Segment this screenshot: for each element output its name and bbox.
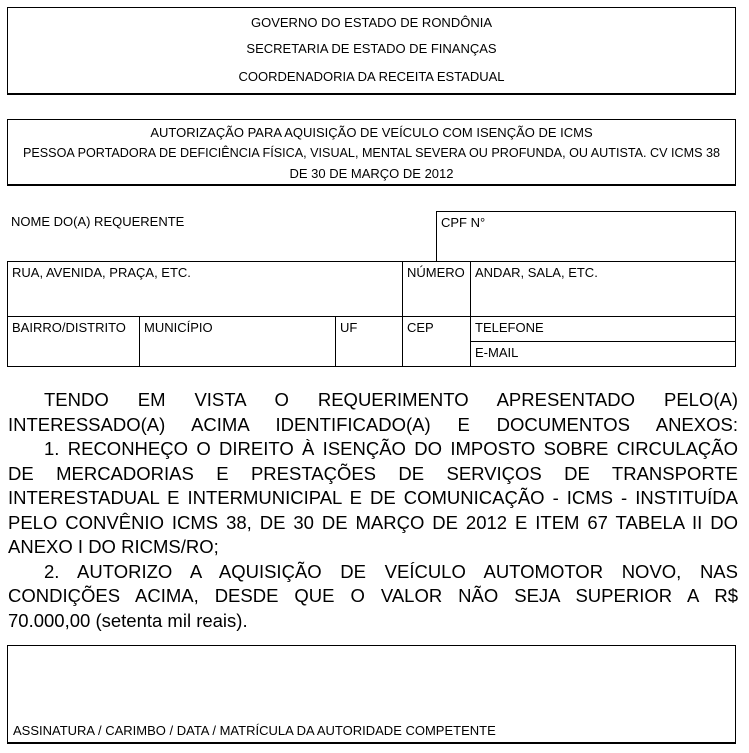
cpf-label: CPF N° <box>441 215 486 230</box>
number-label: NÚMERO <box>407 265 465 280</box>
body-line-10: 70.000,00 (setenta mil reais). <box>8 609 248 631</box>
title-line-1: AUTORIZAÇÃO PARA AQUISIÇÃO DE VEÍCULO COM ISENÇÃO DE ICMS <box>150 125 593 140</box>
street-field[interactable] <box>7 261 403 317</box>
body-line-1: TENDO EM VISTA O REQUERIMENTO APRESENTADO PELO(A) <box>44 389 738 410</box>
floor-field[interactable] <box>470 261 736 317</box>
header-box <box>7 7 736 95</box>
phone-label: TELEFONE <box>475 320 544 335</box>
body-line-3: 1. RECONHEÇO O DIREITO À ISENÇÃO DO IMPOSTO SOBRE CIRCULAÇÃO <box>44 438 738 459</box>
body-line-7: ANEXO I DO RICMS/RO; <box>8 536 219 557</box>
phone-field[interactable] <box>470 316 736 342</box>
cpf-field[interactable] <box>436 211 736 262</box>
floor-label: ANDAR, SALA, ETC. <box>475 265 598 280</box>
header-government: GOVERNO DO ESTADO DE RONDÔNIA <box>250 15 492 30</box>
state-label: UF <box>340 320 358 335</box>
district-field[interactable] <box>7 316 140 367</box>
header-coordination: COORDENADORIA DA RECEITA ESTADUAL <box>238 69 505 84</box>
body-line-5: INTERESTADUAL E INTERMUNICIPAL E DE COMUNICAÇÃO - ICMS - INSTITUÍDA <box>8 487 738 508</box>
zip-field[interactable] <box>402 316 471 367</box>
body-line-6: PELO CONVÊNIO ICMS 38, DE 30 DE MARÇO DE 2012 E ITEM 67 TABELA II DO <box>8 511 738 533</box>
email-label: E-MAIL <box>475 345 519 360</box>
city-label: MUNICÍPIO <box>144 320 213 335</box>
district-label: BAIRRO/DISTRITO <box>12 320 126 335</box>
signature-box[interactable] <box>7 645 736 744</box>
header-secretariat: SECRETARIA DE ESTADO DE FINANÇAS <box>246 41 497 56</box>
street-label: RUA, AVENIDA, PRAÇA, ETC. <box>12 265 191 280</box>
body-line-2: INTERESSADO(A) ACIMA IDENTIFICADO(A) E DOCUMENTOS ANEXOS: <box>8 413 738 435</box>
name-field[interactable] <box>7 211 437 262</box>
body-line-4: DE MERCADORIAS E PRESTAÇÕES DE SERVIÇOS DE TRANSPORTE <box>8 462 738 484</box>
state-field[interactable] <box>335 316 403 367</box>
signature-label: ASSINATURA / CARIMBO / DATA / MATRÍCULA DA AUTORIDADE COMPETENTE <box>13 723 496 738</box>
number-field[interactable] <box>402 261 471 317</box>
authorization-text <box>8 388 738 633</box>
name-label: NOME DO(A) REQUERENTE <box>11 214 185 229</box>
body-line-8: 2. AUTORIZO A AQUISIÇÃO DE VEÍCULO AUTOMOTOR NOVO, NAS <box>44 560 738 582</box>
email-field[interactable] <box>470 341 736 367</box>
title-line-3: DE 30 DE MARÇO DE 2012 <box>289 166 454 181</box>
city-field[interactable] <box>139 316 336 367</box>
zip-label: CEP <box>407 320 434 335</box>
title-line-2: PESSOA PORTADORA DE DEFICIÊNCIA FÍSICA, VISUAL, MENTAL SEVERA OU PROFUNDA, OU AUTISTA. CV ICMS 38 <box>22 146 720 160</box>
title-box <box>7 119 736 186</box>
body-line-9: CONDIÇÕES ACIMA, DESDE QUE O VALOR NÃO SEJA SUPERIOR A R$ <box>8 585 738 606</box>
